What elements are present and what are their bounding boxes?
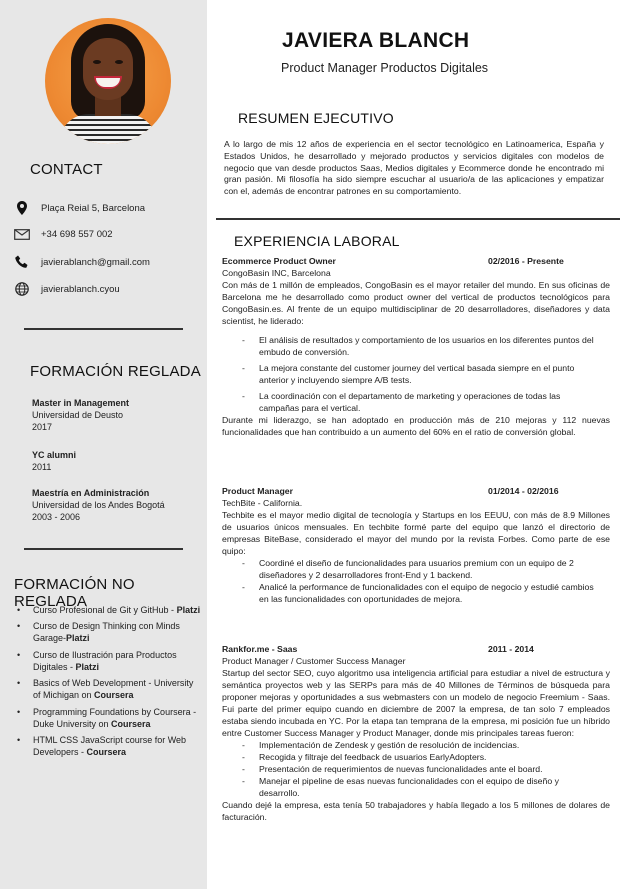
course-item: • Curso de Design Thinking con Minds Garage-Platzi xyxy=(14,620,202,645)
job-outro: Cuando dejé la empresa, esta tenía 50 trabajadores y había llegado a los 5 millones de dolares de facturación. xyxy=(222,800,610,822)
informal-education-heading: FORMACIÓN NO REGLADA xyxy=(14,576,135,610)
formal-education-heading: FORMACIÓN REGLADA xyxy=(30,363,201,380)
job-intro: Startup del sector SEO, cuyo algoritmo usa inteligencia artificial para estudiar a nivel de estructura y semántica proyectos web y las SERPs para más de 40 Millones de Términos de búsqueda para proponer mejoras y oportunidades a sus webmasters con un modelo de negocio Freemium - Saas. Fui parte del primer equipo cuando en diciembre de 2007 la empresa, de tan solo 7 empleados estaba siendo incubada en YC. Por la etapa tan temprana de la empresa, mi posición fue un híbrido entre Customer Success Manager y Product Manager, donde mis principales tareas fueron: xyxy=(222,668,610,738)
course-item: • Curso Profesional de Git y GitHub - Platzi xyxy=(14,604,202,616)
job-entry xyxy=(222,643,610,823)
education-item xyxy=(32,449,76,473)
job-entry xyxy=(222,255,610,438)
summary-heading: RESUMEN EJECUTIVO xyxy=(238,110,394,126)
person-name: JAVIERA BLANCH xyxy=(282,29,470,52)
job-bullet: - La mejora constante del customer journey del vertical basada siempre en el punto anterior y incluyendo siempre A/B tests. xyxy=(222,362,610,386)
job-role: Product Manager xyxy=(222,486,293,496)
job-dates: 01/2014 - 02/2016 xyxy=(488,486,559,496)
contact-phone-line xyxy=(13,225,113,243)
job-company: CongoBasin INC, Barcelona xyxy=(222,268,331,278)
job-outro: Durante mi liderazgo, se han adoptado en producción más de 210 mejoras y 112 nuevas funcionalidades que han contribuido a un aumento del 60% en el ratio de conversión global. xyxy=(222,415,610,437)
sidebar xyxy=(0,0,207,889)
degree: Master in Management xyxy=(32,398,130,408)
globe-icon xyxy=(13,281,31,297)
job-bullet: - Coordiné el diseño de funcionalidades para usuarios premium con un equipo de 2 diseñadores y 2 desarrolladores front-End y 1 backend. xyxy=(222,557,610,581)
school: Universidad de los Andes Bogotá xyxy=(32,500,165,510)
year: 2003 - 2006 xyxy=(32,512,81,522)
phone-icon xyxy=(13,254,31,270)
course-item: • HTML CSS JavaScript course for Web Developers - Coursera xyxy=(14,734,202,759)
job-bullet: - Recogida y filtraje del feedback de usuarios EarlyAdopters. xyxy=(222,751,610,763)
course-item: • Programming Foundations by Coursera - Duke University on Coursera xyxy=(14,706,202,731)
year: 2017 xyxy=(32,422,53,432)
main-content xyxy=(207,0,629,889)
education-item xyxy=(32,397,129,433)
job-entry xyxy=(222,485,610,605)
experience-heading: EXPERIENCIA LABORAL xyxy=(234,233,400,249)
contact-address xyxy=(13,199,146,217)
school: Universidad de Deusto xyxy=(32,410,124,420)
education-item xyxy=(32,487,165,523)
job-bullet: - Implementación de Zendesk y gestión de resolución de incidencias. xyxy=(222,739,610,751)
website-text[interactable]: javierablanch.cyou xyxy=(41,283,120,295)
job-role: Ecommerce Product Owner xyxy=(222,256,336,266)
main-divider xyxy=(216,218,620,220)
sidebar-divider xyxy=(24,328,183,330)
email-text[interactable]: javierablanch@gmail.com xyxy=(41,256,150,268)
degree: YC alumni xyxy=(32,450,77,460)
course-item: • Curso de Ilustración para Productos Digitales - Platzi xyxy=(14,649,202,674)
job-company: Product Manager / Customer Success Manager xyxy=(222,656,406,666)
contact-website xyxy=(13,280,120,298)
degree: Maestría en Administración xyxy=(32,488,150,498)
location-pin-icon xyxy=(13,200,31,216)
sidebar-divider xyxy=(24,548,183,550)
contact-heading: CONTACT xyxy=(30,161,103,178)
job-company: TechBite - California. xyxy=(222,498,303,508)
profile-photo xyxy=(45,18,171,144)
course-item: • Basics of Web Development - University of Michigan on Coursera xyxy=(14,677,202,702)
job-intro: Con más de 1 millón de empleados, CongoBasin es el mayor retailer del mundo. En sus oficinas de Barcelona me he desarrollado como product owner del vertical de productos tecnológicos para CongoBasin.es. Al frente de un equipo multidisciplinar de 20 desarrolladores, diseñadores y data scientist, he liderado: xyxy=(222,280,610,326)
envelope-icon xyxy=(13,226,31,242)
phone-text: +34 698 557 002 xyxy=(41,228,113,240)
job-role: Rankfor.me - Saas xyxy=(222,644,298,654)
year: 2011 xyxy=(32,462,52,472)
job-dates: 02/2016 - Presente xyxy=(488,256,564,266)
job-bullet: - El análisis de resultados y comportamiento de los usuarios en los diferentes puntos del embudo de conversión. xyxy=(222,334,610,358)
job-bullet: - Manejar el pipeline de esas nuevas funcionalidades con el equipo de diseño y desarrollo. xyxy=(222,775,610,799)
job-bullet: - La coordinación con el departamento de marketing y operaciones de todas las campañas para el vertical. xyxy=(222,390,610,414)
course-list xyxy=(14,604,202,763)
address-text: Plaça Reial 5, Barcelona xyxy=(41,202,146,214)
job-intro: Techbite es el mayor medio digital de tecnología y Startups en los EEUU, con más de 8.9 Millones de usuarios únicos mensuales. En techbite formé parte del equipo que lanzó el directorio de empresas BiteBase, considerado el mayor del mundo por la revista Forbes. Como parte de ese quipo: xyxy=(222,510,610,556)
job-title: Product Manager Productos Digitales xyxy=(281,61,489,75)
summary-text: A lo largo de mis 12 años de experiencia en el sector tecnológico en Latinoamerica, España y Estados Unidos, he desarrollado y mejorado productos y servicios digitales con modelos de negocio que van desde productos Saas, Medios digitales y Ecommerce donde he encontrado mi gran pasión. Mi filosofía ha sido siempre escuchar al usuario/a de las aplicaciones y empatizar con el, además de encontrar patrones en su comportamiento. xyxy=(224,139,604,197)
job-bullet: - Analicé la performance de funcionalidades con el equipo de negocio y estudié cambios en las funcionalidades con oportunidades de mejora. xyxy=(222,581,610,605)
job-bullet: - Presentación de requerimientos de nuevas funcionalidades ante el board. xyxy=(222,763,610,775)
contact-email xyxy=(13,253,150,271)
job-dates: 2011 - 2014 xyxy=(488,644,534,654)
